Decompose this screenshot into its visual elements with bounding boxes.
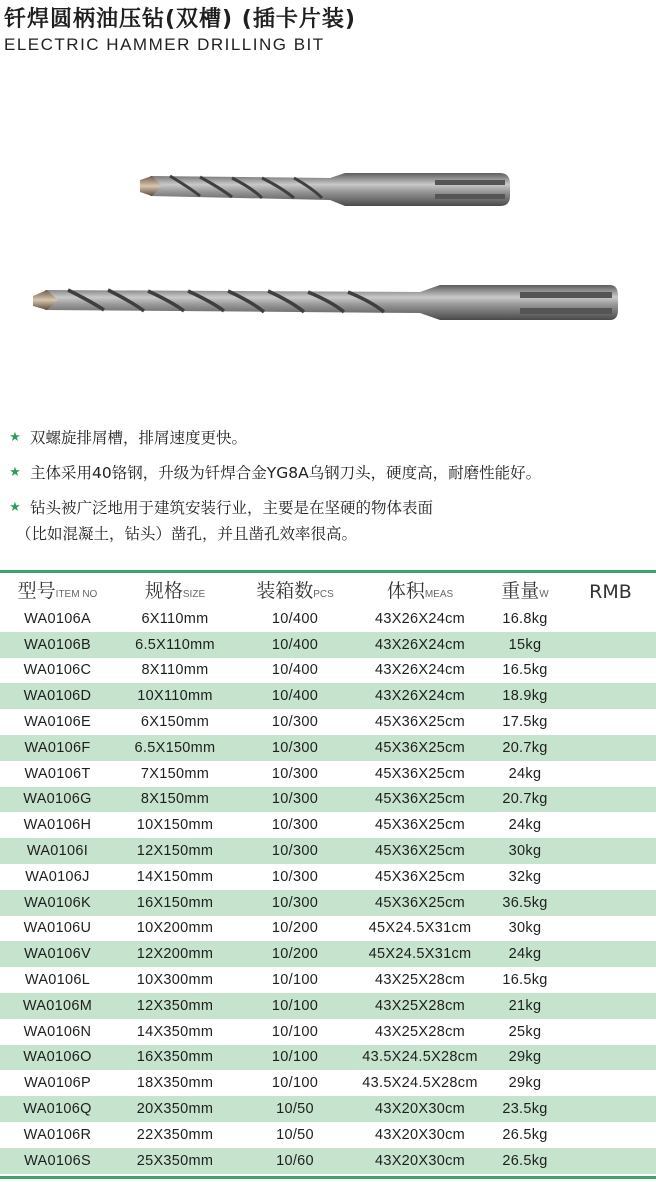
cell-weight: 15kg (508, 636, 542, 653)
cell-meas: 43X25X28cm (374, 997, 466, 1014)
cell-weight: 26.5kg (502, 1126, 548, 1143)
cell-weight: 32kg (508, 868, 542, 885)
cell-size: 12X350mm (136, 997, 214, 1014)
short-drill-bit (140, 173, 510, 206)
cell-item-no: WA0106O (23, 1049, 92, 1066)
cell-meas: 43X20X30cm (374, 1152, 466, 1169)
cell-size: 7X150mm (140, 765, 210, 782)
header-size: 规格SIZE (144, 580, 206, 602)
cell-item-no: WA0106F (24, 739, 91, 756)
spec-table (0, 570, 656, 1179)
cell-size: 16X150mm (136, 894, 214, 911)
cell-item-no: WA0106T (24, 765, 91, 782)
cell-pcs: 10/400 (271, 636, 319, 653)
table-row (0, 838, 656, 864)
header-meas: 体积MEAS (386, 580, 454, 602)
cell-meas: 45X24.5X31cm (368, 946, 472, 963)
cell-meas: 43X26X24cm (374, 688, 466, 705)
cell-weight: 17.5kg (502, 714, 548, 731)
feature-text: 双螺旋排屑槽，排屑速度更快。 (30, 429, 248, 447)
cell-size: 18X350mm (136, 1075, 214, 1092)
cell-weight: 29kg (508, 1075, 542, 1092)
table-row (0, 812, 656, 838)
table-row (0, 761, 656, 787)
cell-size: 6.5X110mm (135, 636, 215, 653)
cell-size: 10X200mm (136, 920, 214, 937)
cell-item-no: WA0106J (25, 868, 90, 885)
table-row (0, 658, 656, 684)
cell-weight: 16.8kg (502, 610, 548, 627)
cell-size: 8X110mm (141, 662, 209, 679)
feature-text: 钻头被广泛地用于建筑安装行业，主要是在坚硬的物体表面 (30, 499, 434, 517)
feature-item (0, 427, 656, 449)
cell-pcs: 10/300 (271, 714, 319, 731)
cell-meas: 45X36X25cm (374, 868, 466, 885)
cell-meas: 43X25X28cm (374, 972, 466, 989)
cell-size: 14X150mm (136, 868, 214, 885)
cell-pcs: 10/200 (271, 920, 319, 937)
table-row (0, 787, 656, 813)
cell-weight: 20.7kg (502, 739, 548, 756)
cell-meas: 45X36X25cm (374, 714, 466, 731)
cell-pcs: 10/50 (276, 1101, 314, 1118)
cell-weight: 24kg (508, 817, 542, 834)
cell-meas: 43X26X24cm (374, 636, 466, 653)
cell-pcs: 10/100 (271, 997, 319, 1014)
feature-text-line2: （比如混凝土，钻头）凿孔，并且凿孔效率很高。 (16, 525, 358, 543)
feature-text-block (16, 497, 434, 545)
cell-weight: 16.5kg (502, 972, 548, 989)
table-row (0, 916, 656, 942)
cell-item-no: WA0106V (24, 946, 91, 963)
page-subtitle: ELECTRIC HAMMER DRILLING BIT (4, 35, 325, 54)
table-row (0, 1122, 656, 1148)
cell-item-no: WA0106D (23, 688, 92, 705)
table-header (0, 573, 656, 606)
cell-size: 14X350mm (136, 1023, 214, 1040)
cell-meas: 45X36X25cm (374, 765, 466, 782)
cell-item-no: WA0106S (24, 1152, 91, 1169)
table-row (0, 941, 656, 967)
cell-meas: 45X36X25cm (374, 894, 466, 911)
cell-pcs: 10/100 (271, 1075, 319, 1092)
table-row (0, 1070, 656, 1096)
cell-pcs: 10/300 (271, 843, 319, 860)
cell-size: 6X150mm (140, 714, 210, 731)
cell-weight: 26.5kg (502, 1152, 548, 1169)
table-body (0, 606, 656, 1174)
cell-size: 10X110mm (137, 688, 213, 705)
cell-weight: 36.5kg (502, 894, 548, 911)
cell-weight: 18.9kg (502, 688, 548, 705)
cell-pcs: 10/200 (271, 946, 319, 963)
feature-text: 主体采用40铬钢，升级为钎焊合金YG8A乌钢刀头，硬度高，耐磨性能好。 (30, 464, 542, 482)
cell-item-no: WA0106G (23, 791, 92, 808)
header-rmb: RMB (589, 581, 632, 603)
cell-pcs: 10/300 (271, 868, 319, 885)
cell-item-no: WA0106N (23, 1023, 92, 1040)
cell-item-no: WA0106M (22, 997, 93, 1014)
cell-meas: 43.5X24.5X28cm (362, 1075, 478, 1092)
cell-pcs: 10/60 (276, 1152, 314, 1169)
table-row (0, 1045, 656, 1071)
table-row (0, 709, 656, 735)
cell-weight: 24kg (508, 765, 542, 782)
cell-item-no: WA0106U (23, 920, 92, 937)
cell-weight: 24kg (508, 946, 542, 963)
cell-item-no: WA0106K (24, 894, 91, 911)
long-drill-bit (33, 285, 618, 320)
table-row (0, 1019, 656, 1045)
cell-item-no: WA0106H (23, 817, 92, 834)
cell-pcs: 10/400 (271, 610, 319, 627)
star-icon: ★ (9, 430, 21, 445)
cell-meas: 43X26X24cm (374, 610, 466, 627)
cell-meas: 45X36X25cm (374, 739, 466, 756)
drill-bits-photo (0, 140, 656, 340)
cell-weight: 21kg (508, 997, 542, 1014)
cell-meas: 43.5X24.5X28cm (362, 1049, 478, 1066)
table-bottom-rule (0, 1176, 656, 1179)
cell-pcs: 10/400 (271, 688, 319, 705)
table-row (0, 993, 656, 1019)
cell-pcs: 10/300 (271, 739, 319, 756)
table-row (0, 632, 656, 658)
cell-meas: 43X20X30cm (374, 1101, 466, 1118)
cell-size: 12X200mm (136, 946, 214, 963)
cell-size: 10X150mm (136, 817, 214, 834)
cell-item-no: WA0106C (23, 662, 92, 679)
cell-weight: 23.5kg (502, 1101, 548, 1118)
table-row (0, 1148, 656, 1174)
table-row (0, 606, 656, 632)
cell-item-no: WA0106B (24, 636, 91, 653)
cell-pcs: 10/100 (271, 1049, 319, 1066)
star-icon: ★ (9, 465, 21, 480)
cell-size: 20X350mm (136, 1101, 214, 1118)
cell-size: 10X300mm (136, 972, 214, 989)
table-row (0, 864, 656, 890)
cell-item-no: WA0106R (23, 1126, 92, 1143)
cell-item-no: WA0106A (24, 610, 91, 627)
cell-pcs: 10/300 (271, 894, 319, 911)
table-row (0, 967, 656, 993)
cell-pcs: 10/50 (276, 1126, 314, 1143)
cell-weight: 30kg (508, 920, 542, 937)
cell-pcs: 10/400 (271, 662, 319, 679)
table-row (0, 1096, 656, 1122)
feature-item (0, 462, 656, 484)
cell-meas: 45X24.5X31cm (368, 920, 472, 937)
cell-size: 25X350mm (136, 1152, 214, 1169)
cell-size: 22X350mm (136, 1126, 214, 1143)
header-pcs: 装箱数PCS (256, 580, 334, 602)
cell-size: 6.5X150mm (134, 739, 216, 756)
table-row (0, 683, 656, 709)
cell-meas: 45X36X25cm (374, 791, 466, 808)
cell-item-no: WA0106I (26, 843, 89, 860)
cell-pcs: 10/100 (271, 972, 319, 989)
feature-list (0, 427, 656, 558)
cell-weight: 20.7kg (502, 791, 548, 808)
cell-meas: 45X36X25cm (374, 817, 466, 834)
cell-size: 8X150mm (140, 791, 210, 808)
cell-weight: 29kg (508, 1049, 542, 1066)
cell-pcs: 10/300 (271, 765, 319, 782)
cell-meas: 43X25X28cm (374, 1023, 466, 1040)
header-item-no: 型号ITEM NO (17, 580, 98, 602)
cell-weight: 16.5kg (502, 662, 548, 679)
header-weight: 重量W (501, 580, 549, 602)
cell-pcs: 10/300 (271, 791, 319, 808)
cell-weight: 25kg (508, 1023, 542, 1040)
star-icon: ★ (9, 500, 21, 515)
page-title: 钎焊圆柄油压钻(双槽) (插卡片装) (4, 7, 356, 32)
cell-pcs: 10/300 (271, 817, 319, 834)
cell-size: 6X110mm (141, 610, 209, 627)
cell-size: 12X150mm (136, 843, 214, 860)
cell-item-no: WA0106E (24, 714, 91, 731)
cell-item-no: WA0106P (24, 1075, 91, 1092)
cell-size: 16X350mm (136, 1049, 214, 1066)
cell-meas: 45X36X25cm (374, 843, 466, 860)
table-row (0, 735, 656, 761)
cell-meas: 43X26X24cm (374, 662, 466, 679)
cell-item-no: WA0106L (24, 972, 91, 989)
feature-item (0, 497, 656, 545)
cell-meas: 43X20X30cm (374, 1126, 466, 1143)
cell-weight: 30kg (508, 843, 542, 860)
cell-item-no: WA0106Q (23, 1101, 92, 1118)
cell-pcs: 10/100 (271, 1023, 319, 1040)
table-row (0, 890, 656, 916)
